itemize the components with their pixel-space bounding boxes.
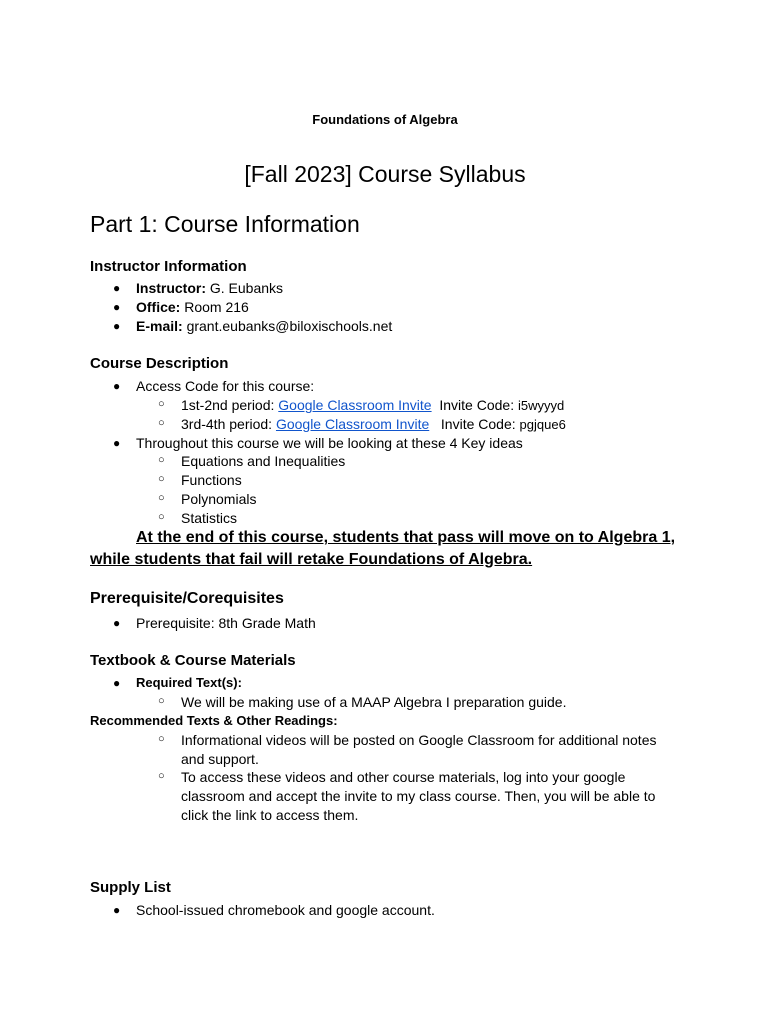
period2-code: pgjque6 — [519, 417, 566, 432]
office-value: Room 216 — [180, 299, 249, 315]
prerequisite-heading: Prerequisite/Corequisites — [90, 590, 284, 607]
circle-bullet-icon: ○ — [158, 733, 165, 745]
key-idea-item: Equations and Inequalities — [181, 453, 346, 469]
circle-bullet-icon: ○ — [158, 454, 165, 466]
bullet-icon: ● — [113, 676, 121, 690]
bullet-icon: ● — [113, 616, 121, 630]
recommended-item: Informational videos will be posted on Google Classroom for additional notes and support. — [181, 732, 657, 767]
key-idea-item: Functions — [181, 472, 242, 488]
email-value: grant.eubanks@biloxischools.net — [182, 318, 393, 334]
key-idea-item: Statistics — [181, 510, 238, 526]
recommended-texts-label: Recommended Texts & Other Readings: — [90, 713, 338, 728]
bullet-icon: ● — [113, 300, 121, 314]
email-label: E-mail: — [136, 318, 183, 334]
office-line — [136, 299, 249, 315]
bullet-icon: ● — [113, 319, 121, 333]
period1-prefix: 1st-2nd period: — [181, 397, 279, 413]
circle-bullet-icon: ○ — [158, 473, 165, 485]
course-name: Foundations of Algebra — [312, 112, 458, 127]
supply-item: School-issued chromebook and google account. — [136, 902, 435, 918]
course-description-heading: Course Description — [90, 355, 229, 372]
textbook-heading: Textbook & Course Materials — [90, 652, 296, 669]
bullet-icon: ● — [113, 436, 121, 450]
access-code-text: Access Code for this course: — [136, 378, 315, 394]
bullet-icon: ● — [113, 379, 121, 393]
period1-code: i5wyyyd — [517, 398, 565, 413]
period1-classroom-link[interactable]: Google Classroom Invite — [278, 397, 432, 413]
supply-list-heading: Supply List — [90, 879, 171, 896]
circle-bullet-icon: ○ — [158, 492, 165, 504]
circle-bullet-icon: ○ — [158, 770, 165, 782]
required-texts-label: Required Text(s): — [136, 675, 242, 690]
period1-code-label: Invite Code: — [431, 397, 518, 413]
period2-code-label: Invite Code: — [429, 416, 520, 432]
circle-bullet-icon: ○ — [158, 417, 165, 429]
syllabus-title: [Fall 2023] Course Syllabus — [244, 161, 526, 187]
key-idea-item: Polynomials — [181, 491, 257, 507]
bullet-icon: ● — [113, 281, 121, 295]
recommended-item: To access these videos and other course materials, log into your google classroom and accept the invite to my class course. Then, you will be able to click the link to access them. — [181, 769, 656, 823]
office-label: Office: — [136, 299, 181, 315]
prerequisite-item: Prerequisite: 8th Grade Math — [136, 615, 316, 631]
required-text-item: We will be making use of a MAAP Algebra I preparation guide. — [181, 694, 567, 710]
instructor-value: G. Eubanks — [206, 280, 284, 296]
circle-bullet-icon: ○ — [158, 398, 165, 410]
instructor-line — [136, 280, 283, 296]
period1-line — [181, 397, 564, 413]
bullet-icon: ● — [113, 903, 121, 917]
circle-bullet-icon: ○ — [158, 511, 165, 523]
part1-heading: Part 1: Course Information — [90, 211, 360, 237]
circle-bullet-icon: ○ — [158, 695, 165, 707]
instructor-info-heading: Instructor Information — [90, 258, 247, 275]
key-ideas-text: Throughout this course we will be looking at these 4 Key ideas — [136, 435, 523, 451]
email-line — [136, 318, 392, 334]
period2-prefix: 3rd-4th period: — [181, 416, 276, 432]
period2-classroom-link[interactable]: Google Classroom Invite — [275, 416, 430, 432]
instructor-label: Instructor: — [136, 280, 206, 296]
course-outcome-note: At the end of this course, students that pass will move on to Algebra 1, while students that fail will retake Foundations of Algebra. — [90, 529, 676, 568]
period2-line — [181, 416, 566, 432]
